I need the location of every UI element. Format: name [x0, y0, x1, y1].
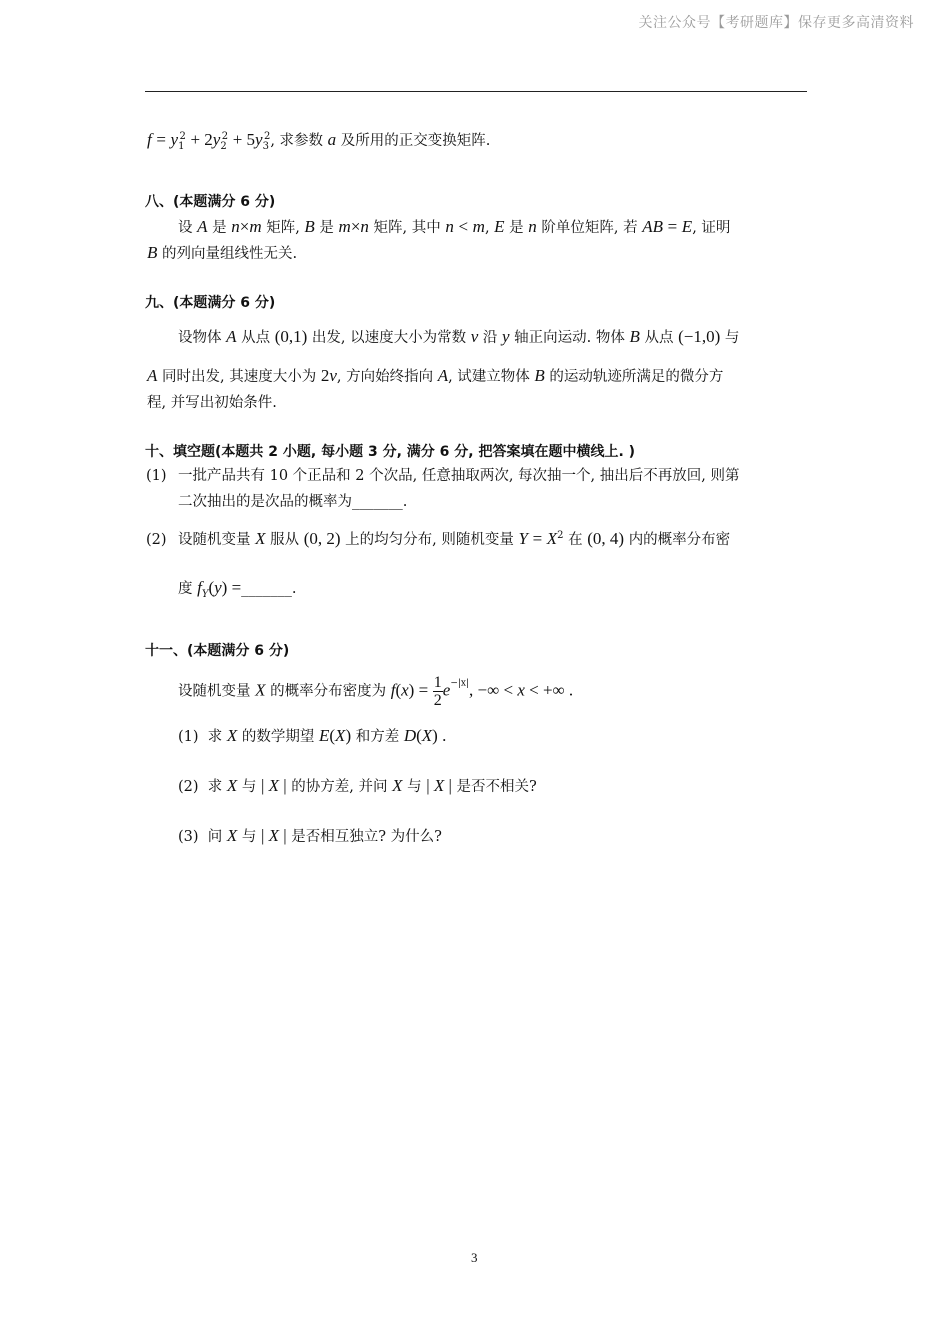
q9-heading: 九、(本题满分 6 分): [145, 295, 276, 311]
q11-fraction: $\frac{1}{2}$: [433, 674, 442, 709]
watermark-text: 关注公众号【考研题库】保存更多高清资料: [638, 15, 914, 31]
q10-p2-line2: 度 $f_Y(y)$ =_______.: [178, 578, 297, 600]
q11-s3: (3) 问 X 与 | X | 是否相互独立? 为什么?: [178, 826, 442, 845]
q11-s2: (2) 求 X 与 | X | 的协方差, 并问 X 与 | X | 是否不相关?: [178, 776, 537, 795]
q11-s1: (1) 求 X 的数学期望 E(X) 和方差 D(X) .: [178, 726, 447, 745]
q9-line3: 程, 并写出初始条件.: [147, 395, 277, 411]
q11-heading: 十一、(本题满分 6 分): [145, 643, 290, 659]
q10-p1-label: (1): [146, 468, 167, 484]
q10-p2-label: (2): [146, 532, 167, 548]
q8-line2: B 的列向量组线性无关.: [147, 243, 298, 262]
q7-formula-line: $f = y_1^2 + 2y_2^2 + 5y_3^2$, 求参数 a 及所用的正交变换矩阵.: [147, 130, 491, 152]
q10-p1-line1: 一批产品共有 10 个正品和 2 个次品, 任意抽取两次, 每次抽一个, 抽出后不再放回, 则第: [178, 468, 740, 484]
q10-p1-line2: 二次抽出的是次品的概率为_______.: [178, 494, 408, 510]
header-rule: [145, 91, 807, 92]
page-number: 3: [471, 1250, 478, 1265]
q9-line2: A 同时出发, 其速度大小为 2v, 方向始终指向 A, 试建立物体 B 的运动轨迹所满足的微分方: [147, 366, 724, 385]
q11-intro: 设随机变量 X 的概率分布密度为 f(x) = $\frac{1}{2}$ $e^{-|x|}$, −∞ < x < +∞ .: [178, 674, 574, 709]
q10-heading: 十、填空题(本题共 2 小题, 每小题 3 分, 满分 6 分, 把答案填在题中横线上. ): [145, 444, 636, 460]
q8-line1: 设 A 是 n×m 矩阵, B 是 m×n 矩阵, 其中 n < m, E 是 n 阶单位矩阵, 若 AB = E, 证明: [178, 217, 731, 236]
q8-heading: 八、(本题满分 6 分): [145, 194, 276, 210]
q10-p2-line1: 设随机变量 X 服从 (0, 2) 上的均匀分布, 则随机变量 $Y = X^2$ 在 (0, 4) 内的概率分布密: [178, 529, 731, 548]
q9-line1: 设物体 A 从点 (0,1) 出发, 以速度大小为常数 v 沿 y 轴正向运动. 物体 B 从点 (−1,0) 与: [178, 327, 740, 346]
